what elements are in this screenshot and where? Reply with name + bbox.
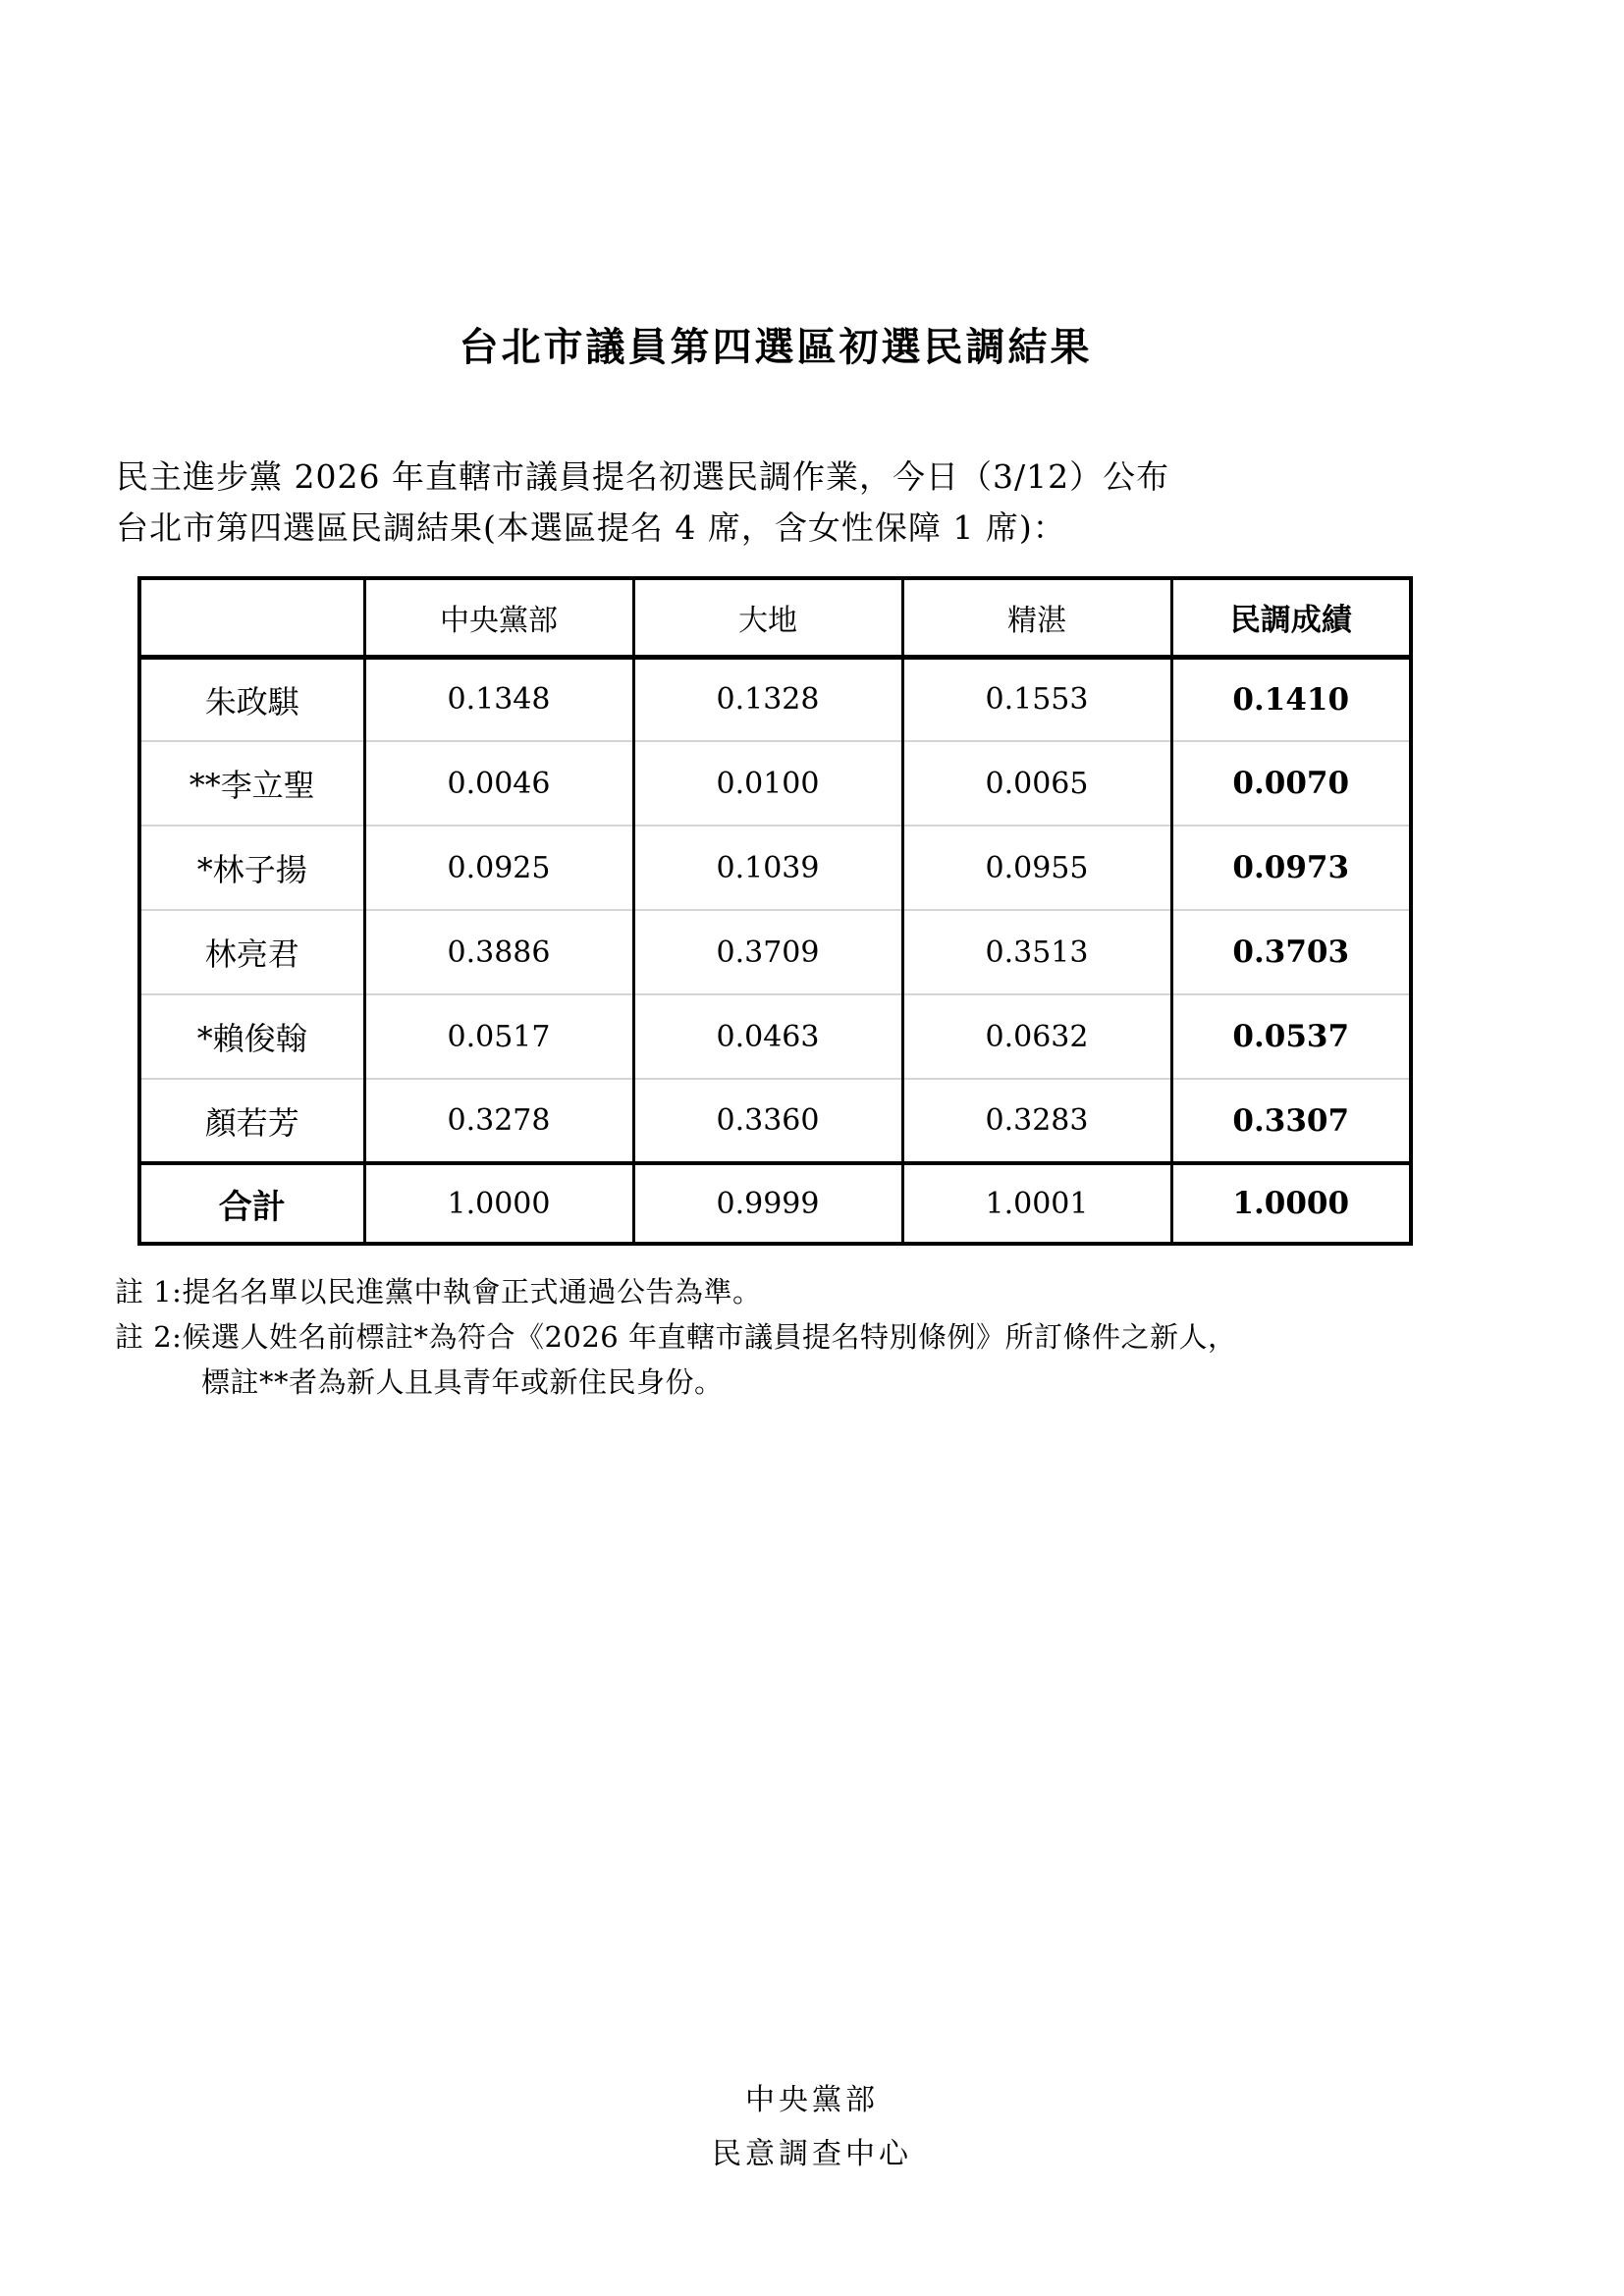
poll-value: 0.3709 xyxy=(633,910,902,994)
poll-value: 0.1328 xyxy=(633,657,902,741)
column-header-central-party: 中央黨部 xyxy=(364,578,633,657)
total-value: 1.0000 xyxy=(364,1163,633,1244)
poll-score: 0.3307 xyxy=(1171,1079,1411,1163)
poll-value: 0.0046 xyxy=(364,741,633,826)
note-2-line-2: 標註**者為新人且具青年或新住民身份。 xyxy=(201,1365,724,1399)
poll-score: 0.0070 xyxy=(1171,741,1411,826)
candidate-name: 林亮君 xyxy=(139,910,364,994)
table-total-row xyxy=(139,1163,1411,1244)
poll-value: 0.1039 xyxy=(633,826,902,910)
poll-results-table xyxy=(137,576,1413,1246)
intro-paragraph xyxy=(116,452,1451,554)
poll-value: 0.0065 xyxy=(902,741,1171,826)
column-header-empty xyxy=(139,578,364,657)
poll-value: 0.0463 xyxy=(633,994,902,1079)
poll-value: 0.3513 xyxy=(902,910,1171,994)
footer-organization xyxy=(0,2073,1624,2181)
candidate-name: **李立聖 xyxy=(139,741,364,826)
table-row xyxy=(139,910,1411,994)
poll-score: 0.0973 xyxy=(1171,826,1411,910)
poll-value: 0.0955 xyxy=(902,826,1171,910)
total-value: 1.0001 xyxy=(902,1163,1171,1244)
poll-value: 0.3278 xyxy=(364,1079,633,1163)
table-row xyxy=(139,1079,1411,1163)
candidate-name: *林子揚 xyxy=(139,826,364,910)
table-row xyxy=(139,994,1411,1079)
candidate-name: 朱政騏 xyxy=(139,657,364,741)
poll-value: 0.0632 xyxy=(902,994,1171,1079)
poll-value: 0.0100 xyxy=(633,741,902,826)
note-1: 註 1:提名名單以民進黨中執會正式通過公告為準。 xyxy=(115,1275,762,1308)
candidate-name: *賴俊翰 xyxy=(139,994,364,1079)
column-header-poll-score: 民調成績 xyxy=(1171,578,1411,657)
poll-score: 0.0537 xyxy=(1171,994,1411,1079)
poll-value: 0.0925 xyxy=(364,826,633,910)
table-row xyxy=(139,826,1411,910)
poll-value: 0.3283 xyxy=(902,1079,1171,1163)
table-row xyxy=(139,657,1411,741)
column-header-dadi: 大地 xyxy=(633,578,902,657)
table-row xyxy=(139,741,1411,826)
poll-score: 0.3703 xyxy=(1171,910,1411,994)
poll-value: 0.3886 xyxy=(364,910,633,994)
total-label: 合計 xyxy=(139,1163,364,1244)
footer-org-line-1: 中央黨部 xyxy=(745,2083,879,2117)
total-score: 1.0000 xyxy=(1171,1163,1411,1244)
page-title: 台北市議員第四選區初選民調結果 xyxy=(459,324,1093,370)
poll-value: 0.1553 xyxy=(902,657,1171,741)
candidate-name: 顏若芳 xyxy=(139,1079,364,1163)
column-header-jingzhan: 精湛 xyxy=(902,578,1171,657)
poll-score: 0.1410 xyxy=(1171,657,1411,741)
poll-value: 0.0517 xyxy=(364,994,633,1079)
total-value: 0.9999 xyxy=(633,1163,902,1244)
footer-org-line-2: 民意調查中心 xyxy=(712,2137,912,2171)
poll-value: 0.3360 xyxy=(633,1079,902,1163)
footnotes xyxy=(115,1269,1519,1405)
poll-value: 0.1348 xyxy=(364,657,633,741)
intro-line-1: 民主進步黨 2026 年直轄市議員提名初選民調作業，今日（3/12）公布 xyxy=(116,457,1170,496)
intro-line-2: 台北市第四選區民調結果(本選區提名 4 席，含女性保障 1 席)： xyxy=(116,508,1066,547)
note-2-line-1: 註 2:候選人姓名前標註*為符合《2026 年直轄市議員提名特別條例》所訂條件之新人， xyxy=(115,1320,1237,1354)
table-header-row xyxy=(139,578,1411,657)
